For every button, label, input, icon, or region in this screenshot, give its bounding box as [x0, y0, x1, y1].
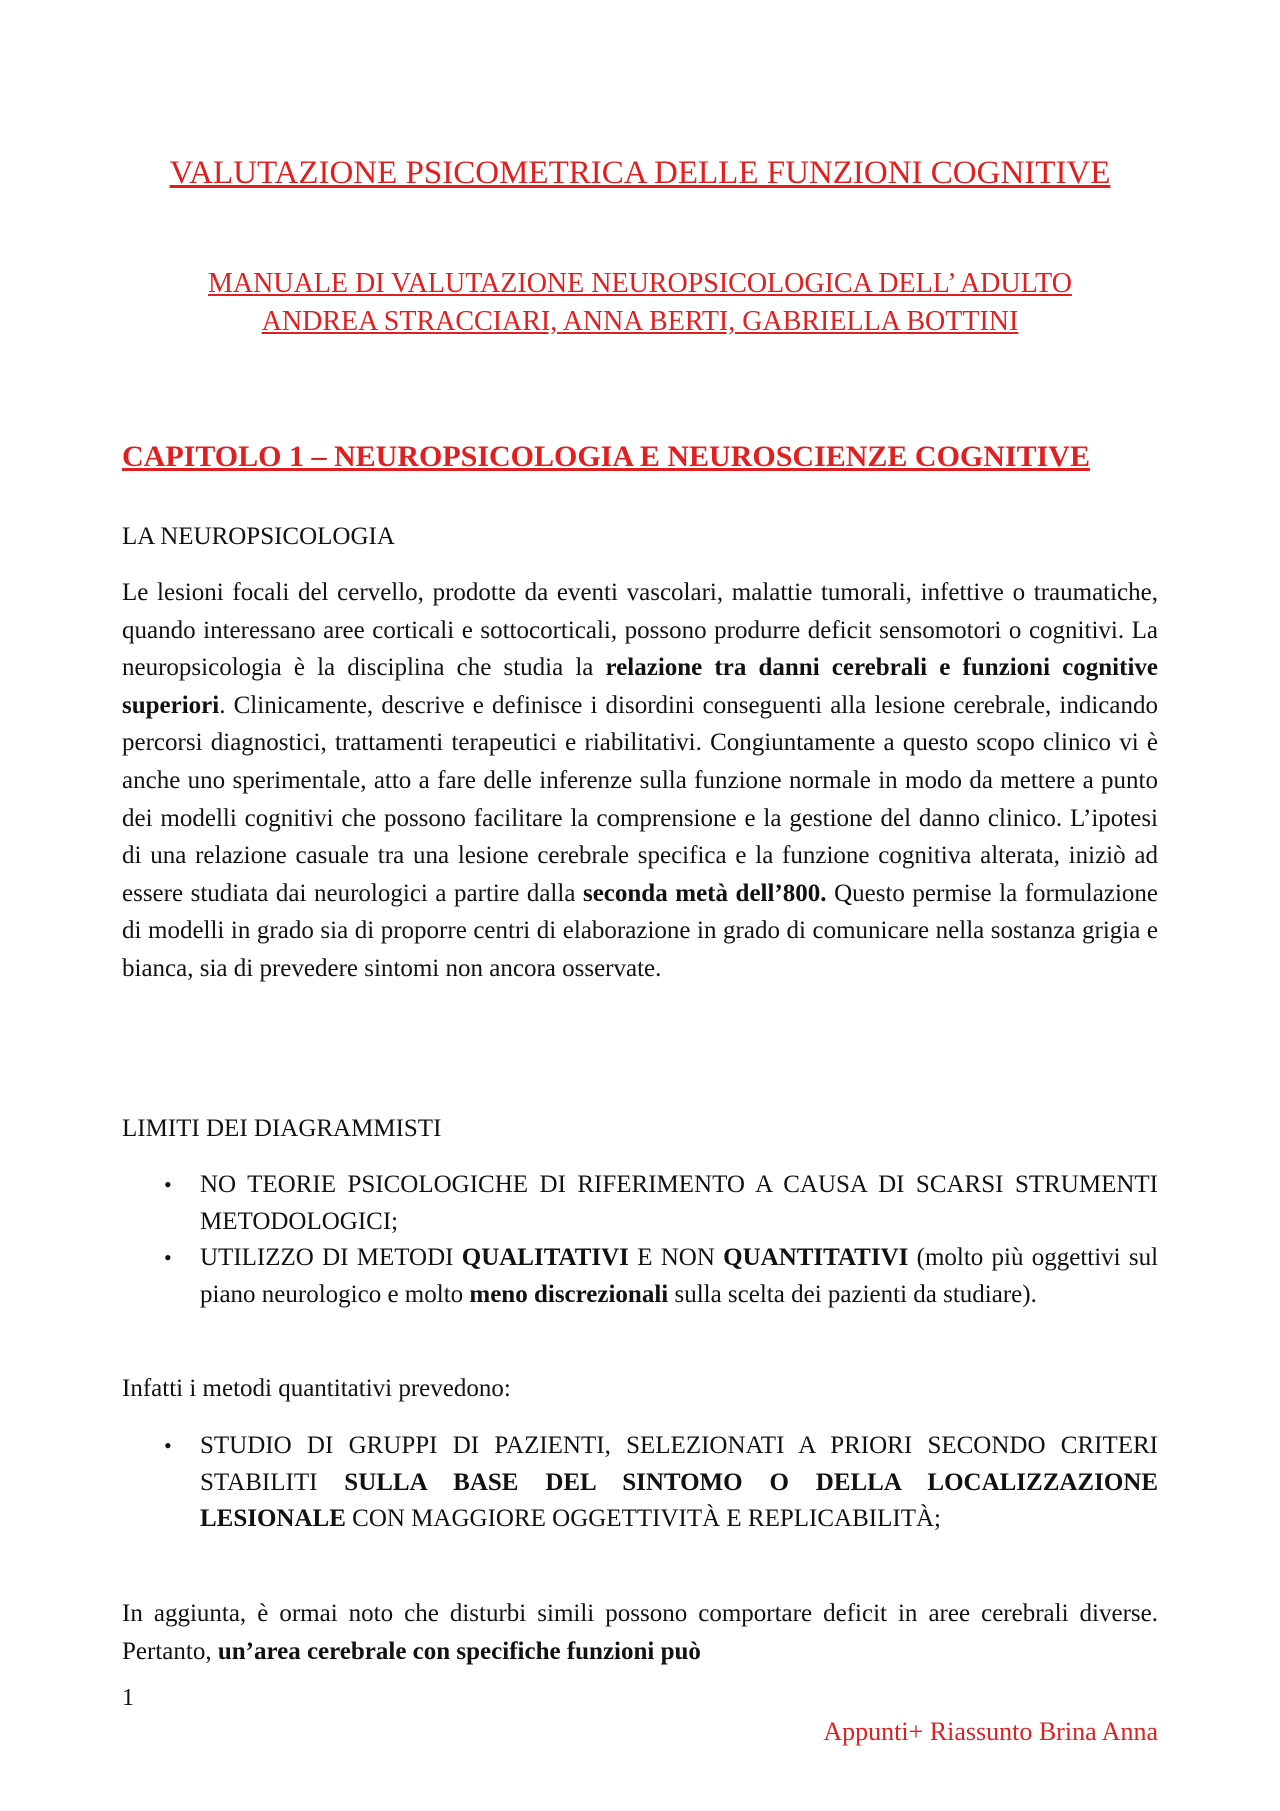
list-item	[122, 1240, 1158, 1313]
section-heading-limiti: LIMITI DEI DIAGRAMMISTI	[122, 1115, 442, 1142]
document-title: VALUTAZIONE PSICOMETRICA DELLE FUNZIONI COGNITIVE	[169, 155, 1111, 191]
bold-run: seconda metà dell’800.	[582, 879, 827, 907]
document-subtitle	[140, 265, 1140, 341]
section-heading-neuropsicologia: LA NEUROPSICOLOGIA	[122, 523, 395, 550]
text-run: sulla scelta dei pazienti da studiare).	[674, 1280, 1037, 1308]
quantitative-methods-list	[122, 1428, 1158, 1538]
bold-run: meno discrezionali	[469, 1280, 669, 1308]
text-run: E NON	[637, 1244, 715, 1271]
bold-run: SULLA BASE DEL SINTOMO O DELLA LOCALIZZAZIONE LESIONALE	[200, 1468, 1159, 1532]
quantitative-methods-intro: Infatti i metodi quantitativi prevedono:	[122, 1375, 511, 1402]
bold-run: QUANTITATIVI	[723, 1244, 909, 1271]
text-run: STUDIO DI GRUPPI DI PAZIENTI, SELEZIONATI A PRIORI SECONDO CRITERI STABILITI	[200, 1432, 1158, 1496]
bullet-icon: •	[164, 1433, 172, 1458]
text-run: NO TEORIE PSICOLOGICHE DI RIFERIMENTO A CAUSA DI SCARSI STRUMENTI METODOLOGICI;	[200, 1171, 1158, 1235]
authors: ANDREA STRACCIARI, ANNA BERTI, GABRIELLA BOTTINI	[261, 306, 1019, 337]
text-run: UTILIZZO DI METODI	[200, 1244, 454, 1271]
list-item	[122, 1167, 1158, 1240]
bold-run: relazione tra danni cerebrali e funzioni cognitive superiori	[122, 654, 1158, 719]
bullet-icon: •	[164, 1172, 172, 1197]
paragraph-neuropsicologia	[122, 574, 1158, 988]
text-run: CON MAGGIORE OGGETTIVITÀ E REPLICABILITÀ;	[352, 1505, 941, 1532]
limits-list	[122, 1167, 1158, 1313]
text-run: . Clinicamente, descrive e definisce i disordini conseguenti alla lesione cerebrale, indicando percorsi diagnostici, trattamenti terapeutici e riabilitativi. Congiuntamente a questo scopo clinico vi è anche uno sperimentale, atto a fare delle inferenze sulla funzione normale in modo da mettere a punto dei modelli cognitivi che possono facilitare la comprensione e la gestione del danno clinico. L’ipotesi di una relazione casuale tra una lesione cerebrale specifica e la funzione cognitiva alterata, iniziò ad essere studiata dai neurologici a partire dalla	[122, 691, 1158, 907]
page-footer: Appunti+ Riassunto Brina Anna	[823, 1717, 1158, 1746]
page-number: 1	[122, 1685, 134, 1711]
text-run: (molto più oggettivi sul piano neurologico e molto	[200, 1244, 1159, 1308]
text-run: In aggiunta, è ormai noto che disturbi simili possono comportare deficit in aree cerebrali diverse. Pertanto,	[122, 1600, 1158, 1665]
bullet-icon: •	[164, 1245, 172, 1270]
chapter-heading: CAPITOLO 1 – NEUROPSICOLOGIA E NEUROSCIENZE COGNITIVE	[122, 440, 1090, 473]
bold-run: un’area cerebrale con specifiche funzioni può	[217, 1637, 701, 1665]
list-item	[122, 1428, 1158, 1538]
paragraph-aggiunta	[122, 1595, 1158, 1670]
text-run: Le lesioni focali del cervello, prodotte da eventi vascolari, malattie tumorali, infettive o traumatiche, quando interessano aree corticali e sottocorticali, possono produrre deficit sensomotori o cognitivi. La neuropsicologia è la disciplina che studia la	[122, 579, 1158, 682]
text-run: Questo permise la formulazione di modelli in grado sia di proporre centri di elaborazione in grado di comunicare nella sostanza grigia e bianca, sia di prevedere sintomi non ancora osservate.	[122, 879, 1158, 982]
bold-run: QUALITATIVI	[461, 1244, 629, 1271]
manual-title: MANUALE DI VALUTAZIONE NEUROPSICOLOGICA DELL’ ADULTO	[208, 268, 1072, 299]
